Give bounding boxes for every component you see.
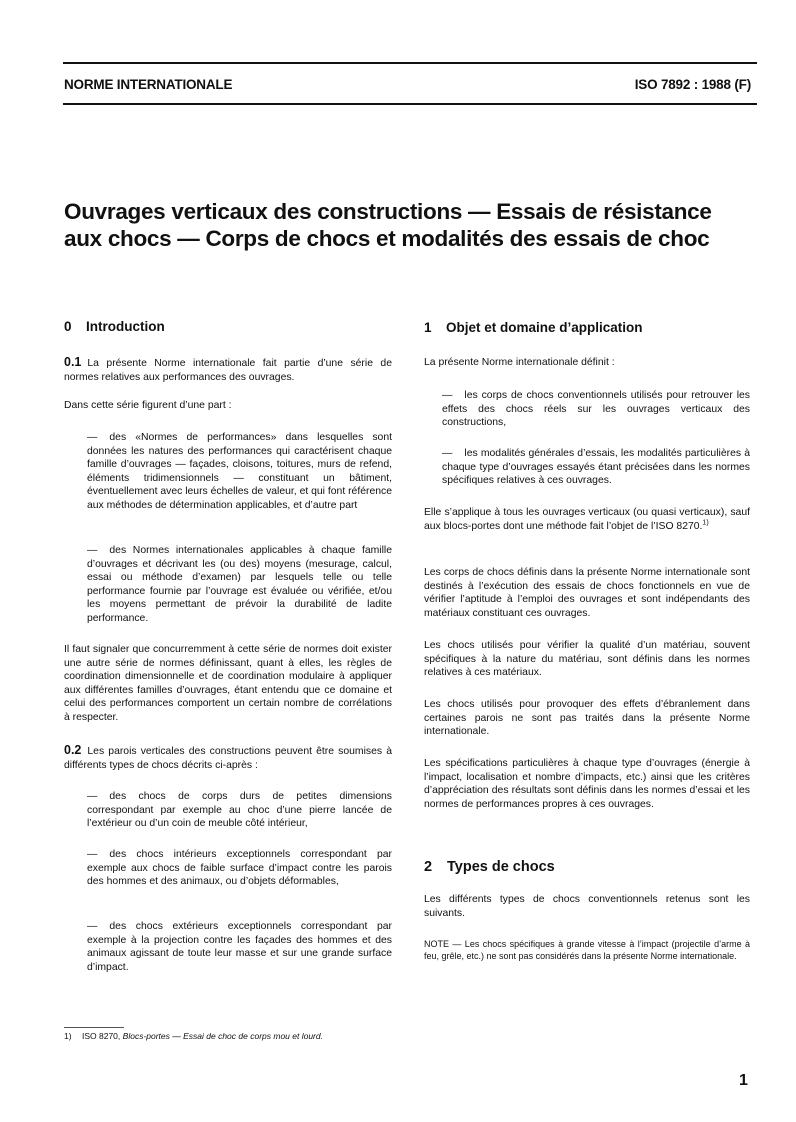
footnote-ref: ISO 8270, <box>82 1031 121 1041</box>
list-item-text: les corps de chocs conventionnels utilisés pour retrouver les effets des chocs réels sur les ouvrages verticaux des constructions, <box>442 390 750 428</box>
dash-bullet: — <box>87 791 98 802</box>
header-left-label: NORME INTERNATIONALE <box>64 77 233 92</box>
section-1-heading <box>424 320 643 335</box>
dash-bullet: — <box>442 448 453 459</box>
paragraph-0-2 <box>64 744 392 772</box>
dash-bullet: — <box>87 432 98 443</box>
footnote <box>64 1031 323 1041</box>
footnote-key: 1) <box>64 1031 72 1041</box>
list-item-text: des «Normes de performances» dans lesquelles sont données les natures des performances qui caractérisent chaque famille d’ouvrages — façades, cloisons, toitures, murs de refend, éléments tridimensionnels — constituant un bâtiment, éventuellement avec leurs échelles de valeur, et qui font référence aux méthodes de détermination applicables, et d’autre part <box>87 432 392 511</box>
dash-bullet: — <box>87 545 98 556</box>
header-bottom-rule <box>63 103 757 105</box>
paragraph-qualite: Les chocs utilisés pour vérifier la qualité d’un matériau, souvent spécifiques à la nature du matériau, sont définis dans les normes relatives à ces matériaux. <box>424 640 750 678</box>
list-item <box>87 848 392 889</box>
list-item-text: des chocs intérieurs exceptionnels correspondant par exemple aux chocs de faible surface d’impact contre les parois des hommes et des animaux, ou d’objets déformables, <box>87 849 392 887</box>
paragraph-applique <box>424 506 750 533</box>
header-standard-id: ISO 7892 : 1988 (F) <box>634 77 751 92</box>
paragraph-specifications: Les spécifications particulières à chaque type d’ouvrages (énergie à l’impact, localisation et nombre d’impacts, etc.) ainsi que les critères d’appréciation des résultats sont définis dans les normes d’essai et les normes de performances propres à ces ouvrages. <box>424 758 750 810</box>
section-number: 1 <box>424 320 432 335</box>
footnote-ref[interactable]: 1) <box>702 519 709 527</box>
list-item-text: des chocs extérieurs exceptionnels correspondant par exemple à la projection contre les façades des hommes et des animaux agissant de toute leur masse et sur une grande surface d’impact. <box>87 921 392 973</box>
list-item <box>87 920 392 974</box>
paragraph-types: Les différents types de chocs conventionnels retenus sont les suivants. <box>424 894 750 919</box>
footnote-title: Blocs-portes — Essai de choc de corps mou et lourd. <box>122 1031 323 1041</box>
section-2-heading <box>424 859 555 875</box>
section-title: Objet et domaine d’application <box>446 320 643 335</box>
section-number: 2 <box>424 859 433 875</box>
paragraph-definit: La présente Norme internationale définit : <box>424 357 615 368</box>
footnote-rule <box>64 1027 124 1028</box>
list-item <box>87 544 392 625</box>
clause-number: 0.1 <box>64 355 82 369</box>
paragraph-text: La présente Norme internationale fait partie d’une série de normes relatives aux performances des ouvrages. <box>64 358 392 383</box>
paragraph-ebranlement: Les chocs utilisés pour provoquer des effets d’ébranlement dans certaines parois ne sont pas traités dans la présente Norme internationale. <box>424 699 750 737</box>
dash-bullet: — <box>87 921 98 932</box>
section-0-heading <box>64 319 165 334</box>
paragraph-text: Les parois verticales des constructions peuvent être soumises à différents types de chocs décrits ci-après : <box>64 746 392 771</box>
list-item <box>87 431 392 512</box>
clause-number: 0.2 <box>64 743 82 757</box>
list-item <box>442 389 750 430</box>
section-title: Introduction <box>86 319 165 334</box>
dash-bullet: — <box>442 390 453 401</box>
paragraph-signaler: Il faut signaler que concurremment à cette série de normes doit exister une autre série de normes définissant, quant à elles, les règles de coordination dimensionnelle et de coordination modulaire à appliquer aux différentes familles d’ouvrages, étant entendu que ce domaine et celui des performances comportent un certain nombre de corrélations à respecter. <box>64 644 392 723</box>
page-number: 1 <box>739 1072 748 1089</box>
note-paragraph: NOTE — Les chocs spécifiques à grande vitesse à l’impact (projectile d’arme à feu, grêle, etc.) ne sont pas considérés dans la présente Norme internationale. <box>424 939 750 961</box>
dash-bullet: — <box>87 849 98 860</box>
list-item <box>442 447 750 488</box>
paragraph-serie: Dans cette série figurent d’une part : <box>64 400 232 411</box>
section-title: Types de chocs <box>447 859 555 875</box>
paragraph-corps: Les corps de chocs définis dans la présente Norme internationale sont destinés à l’exécution des essais de chocs fonctionnels en vue de vérifier l’aptitude à l’emploi des ouvrages et sont indépendants des matériaux constituant ces ouvrages. <box>424 567 750 619</box>
list-item-text: des chocs de corps durs de petites dimensions correspondant par exemple au choc d’une pierre lancée de l’extérieur ou d’un coin de meuble côté intérieur, <box>87 791 392 829</box>
list-item-text: des Normes internationales applicables à chaque famille d’ouvrages et décrivant les (ou des) moyens (mesurage, calcul, essai ou méthode d’examen) par lesquels telle ou telle performance fournie par l’ouvrage est évaluée ou vérifiée, et/ou les moyens permettant de prévoir la durabilité de ladite performance. <box>87 545 392 624</box>
document-title: Ouvrages verticaux des constructions — Essais de résistance aux chocs — Corps de chocs et modalités des essais de choc <box>64 199 712 251</box>
section-number: 0 <box>64 319 72 334</box>
paragraph-text: Elle s’applique à tous les ouvrages verticaux (ou quasi verticaux), sauf aux blocs-portes dont une méthode fait l’objet de l’ISO 8270. <box>424 507 750 532</box>
list-item-text: les modalités générales d’essais, les modalités particulières à chaque type d’ouvrages essayés étant précisées dans les normes spécifiques relatives à ces ouvrages. <box>442 448 750 486</box>
header-top-rule <box>63 62 757 64</box>
list-item <box>87 790 392 831</box>
paragraph-0-1 <box>64 356 392 384</box>
